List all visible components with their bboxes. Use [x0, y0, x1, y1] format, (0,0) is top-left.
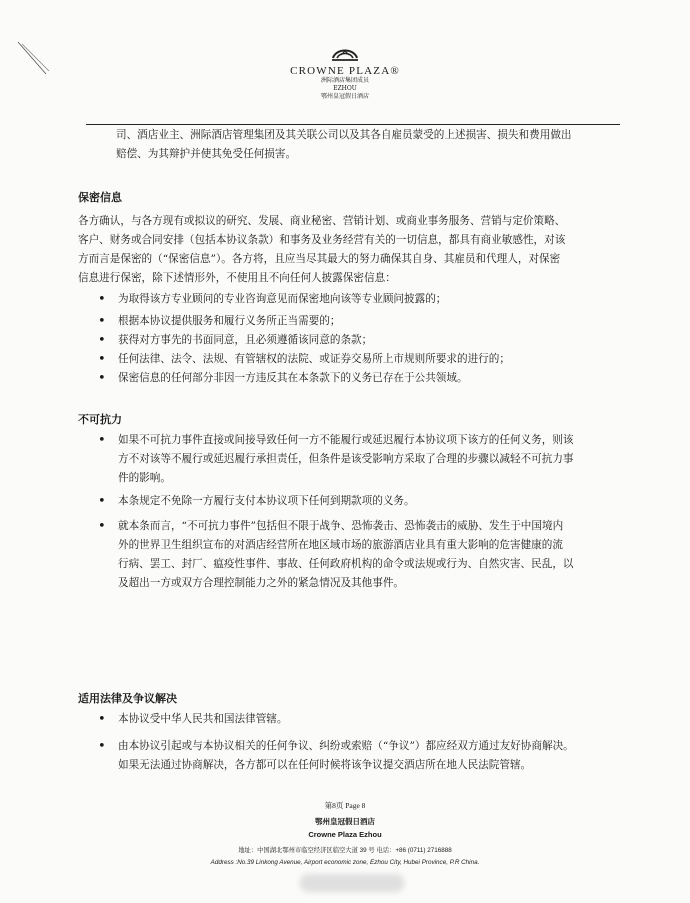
- text-line: 外的世界卫生组织宣布的对酒店经营所在地区域市场的旅游酒店业具有重大影响的危害健康的流: [118, 539, 563, 551]
- list-item: [96, 312, 624, 331]
- list-item: [96, 710, 624, 729]
- hotel-letterhead: [0, 44, 690, 101]
- brand-sub-group: 洲际酒店集团成员: [320, 77, 369, 84]
- list-item: [96, 290, 624, 309]
- text-line: • 本条规定不免除一方履行支付本协议项下任何到期款项的义务。: [118, 495, 415, 507]
- footer-hotel-name-cn: 鄂州皇冠假日酒店: [315, 817, 375, 826]
- footer-address-en: Address :No.39 Linkong Avenue, Airport economic zone, Ezhou City, Hubei Province, P.R China.: [210, 859, 480, 866]
- text-line: • 就本条而言，“不可抗力事件”包括但不限于战争、恐怖袭击、恐怖袭击的威胁、发生于中国境内: [118, 520, 564, 532]
- text-line: • 获得对方事先的书面同意，且必须遵循该同意的条款；: [118, 334, 373, 346]
- confidential-paragraph: [78, 212, 626, 288]
- header-divider: [86, 124, 620, 125]
- list-item: [96, 369, 624, 388]
- section-heading: 不可抗力: [78, 413, 122, 426]
- force-majeure-section: [78, 410, 626, 429]
- text-line: 如果无法通过协商解决，各方都可以在任何时候将该争议提交酒店所在地人民法院管辖。: [118, 759, 532, 771]
- list-item: [96, 331, 624, 350]
- text-line: 行病、罢工、封厂、瘟疫性事件、事故、任何政府机构的命令或法规或行为、自然灾害、民乱，以: [118, 558, 574, 570]
- text-line: 信息进行保密，除下述情形外，不使用且不向任何人披露保密信息：: [78, 272, 396, 284]
- footer-hotel-name-en: Crowne Plaza Ezhou: [308, 830, 382, 839]
- crown-logo-icon: [328, 44, 362, 64]
- text-line: 各方确认，与各方现有或拟议的研究、发展、商业秘密、营销计划、或商业事务服务、营销与定价策略、: [78, 215, 566, 227]
- page-number: 第8页 Page 8: [324, 801, 366, 810]
- text-line: 件的影响。: [118, 472, 171, 484]
- text-line: • 本协议受中华人民共和国法律管辖。: [118, 713, 288, 725]
- list-item: [96, 737, 624, 775]
- section-heading: 保密信息: [78, 191, 122, 204]
- list-item: [96, 431, 624, 488]
- brand-name: CROWNE PLAZA®: [290, 65, 400, 77]
- list-item: [96, 517, 624, 593]
- brand-sub-city: EZHOU: [333, 85, 357, 92]
- list-item: [96, 492, 624, 511]
- text-line: • 保密信息的任何部分非因一方违反其在本条款下的义务已存在于公共领域。: [118, 372, 468, 384]
- blurred-watermark: [300, 874, 404, 892]
- text-line: • 为取得该方专业顾问的专业咨询意见而保密地向该等专业顾问披露的；: [118, 293, 447, 305]
- text-line: • 根据本协议提供服务和履行义务所正当需要的；: [118, 315, 341, 327]
- text-line: 客户、财务或合同安排（包括本协议条款）和事务及业务经营有关的一切信息，都具有商业敏感性，对该: [78, 234, 566, 246]
- text-line: 司、酒店业主、洲际酒店管理集团及其关联公司以及其各自雇员蒙受的上述损害、损失和费用做出: [116, 129, 572, 141]
- brand-sub-hotel: 鄂州皇冠假日酒店: [320, 93, 369, 100]
- text-line: 方而言是保密的（“保密信息”）。各方将，且应当尽其最大的努力确保其自身、其雇员和代理人，对保密: [78, 253, 561, 265]
- list-item: [96, 350, 624, 369]
- continuation-paragraph: [116, 126, 626, 164]
- text-line: 赔偿、为其辩护并使其免受任何损害。: [116, 148, 297, 160]
- confidential-section: [78, 188, 626, 207]
- text-line: • 如果不可抗力事件直接或间接导致任何一方不能履行或延迟履行本协议项下该方的任何义务，则该: [118, 434, 574, 446]
- text-line: 及超出一方或双方合理控制能力之外的紧急情况及其他事件。: [118, 577, 405, 589]
- governing-law-section: [78, 689, 626, 708]
- text-line: • 任何法律、法令、法规、有管辖权的法院、或证券交易所上市规则所要求的进行的；: [118, 353, 510, 365]
- text-line: • 由本协议引起或与本协议相关的任何争议、纠纷或索赔（“争议”）都应经双方通过友好协商解决。: [118, 740, 574, 752]
- text-line: 方不对该等不履行或延迟履行承担责任，但条件是该受影响方采取了合理的步骤以减轻不可抗力事: [118, 453, 574, 465]
- footer-address-cn: 地址：中国湖北鄂州市临空经济区临空大道 39 号 电话：+86 (0711) 2716888: [238, 847, 452, 854]
- section-heading: 适用法律及争议解决: [78, 692, 177, 705]
